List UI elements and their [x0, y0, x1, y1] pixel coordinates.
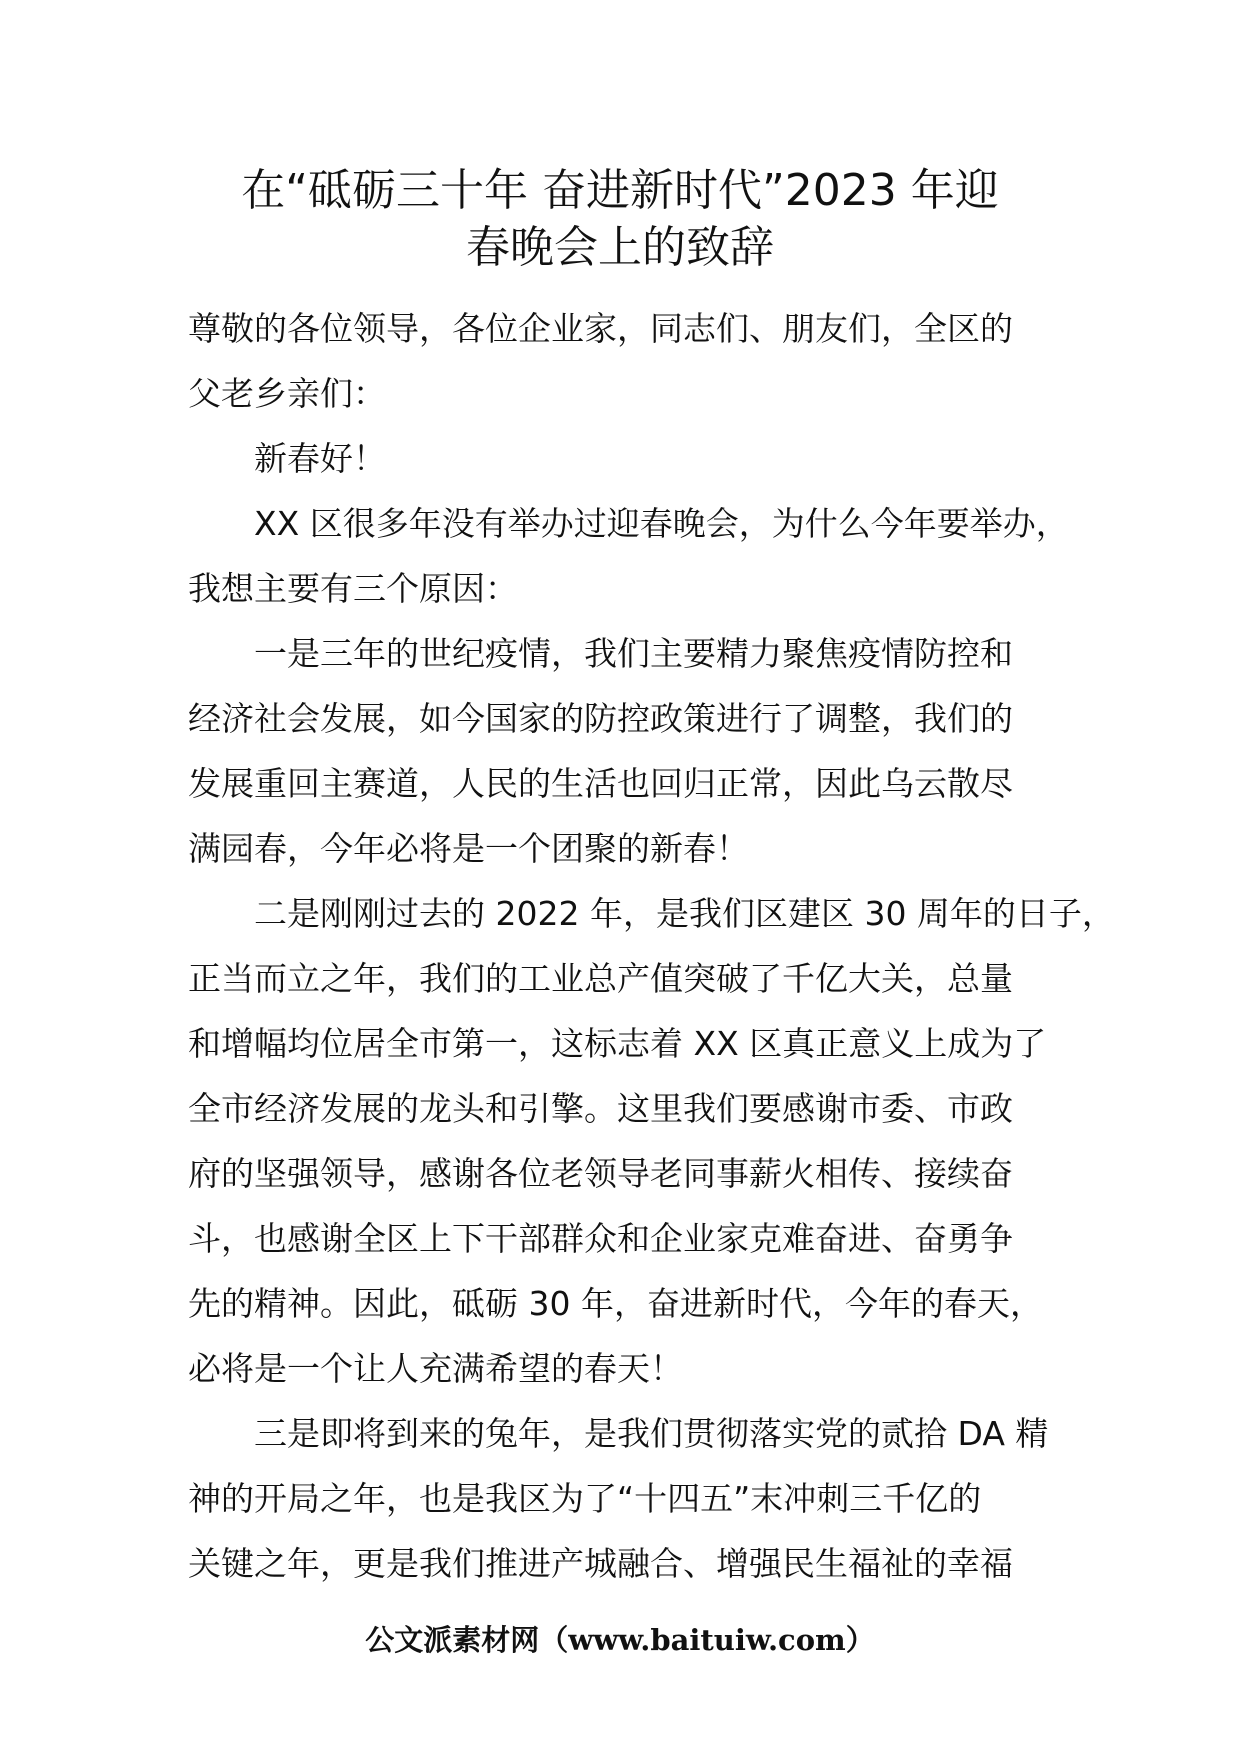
text-line: 新春好！: [254, 439, 386, 478]
text-line: 斗，也感谢全区上下干部群众和企业家克难奋进、奋勇争: [188, 1219, 1013, 1258]
text-line: 父老乡亲们：: [188, 374, 386, 413]
text-line: 先的精神。因此，砥砺 30 年，奋进新时代，今年的春天，: [188, 1284, 1043, 1323]
text-line: 正当而立之年，我们的工业总产值突破了千亿大关，总量: [188, 959, 1013, 998]
text-line: XX 区很多年没有举办过迎春晚会，为什么今年要举办，: [254, 504, 1069, 543]
title-line: 在“砥砺三十年 奋进新时代”2023 年迎: [241, 165, 999, 216]
document-body: [188, 296, 1115, 1596]
text-line: 三是即将到来的兔年，是我们贯彻落实党的贰拾 DA 精: [254, 1414, 1049, 1453]
text-line: 全市经济发展的龙头和引擎。这里我们要感谢市委、市政: [188, 1089, 1013, 1128]
text-line: 关键之年，更是我们推进产城融合、增强民生福祉的幸福: [188, 1544, 1013, 1583]
text-line: 和增幅均位居全市第一，这标志着 XX 区真正意义上成为了: [188, 1024, 1047, 1063]
text-line: 发展重回主赛道，人民的生活也回归正常，因此乌云散尽: [188, 764, 1013, 803]
text-line: 二是刚刚过去的 2022 年，是我们区建区 30 周年的日子，: [254, 894, 1115, 933]
text-line: 尊敬的各位领导，各位企业家，同志们、朋友们，全区的: [188, 309, 1013, 348]
text-line: 神的开局之年，也是我区为了“十四五”末冲刺三千亿的: [188, 1479, 982, 1518]
text-line: 我想主要有三个原因：: [188, 569, 518, 608]
text-line: 满园春，今年必将是一个团聚的新春！: [188, 829, 749, 868]
title-line: 春晚会上的致辞: [466, 222, 774, 273]
document-title: [150, 162, 1090, 276]
text-line: 必将是一个让人充满希望的春天！: [188, 1349, 683, 1388]
footer-watermark: 公文派素材网（www.baituiw.com）: [365, 1623, 875, 1657]
text-line: 一是三年的世纪疫情，我们主要精力聚焦疫情防控和: [254, 634, 1013, 673]
text-line: 府的坚强领导，感谢各位老领导老同事薪火相传、接续奋: [188, 1154, 1013, 1193]
text-line: 经济社会发展，如今国家的防控政策进行了调整，我们的: [188, 699, 1013, 738]
